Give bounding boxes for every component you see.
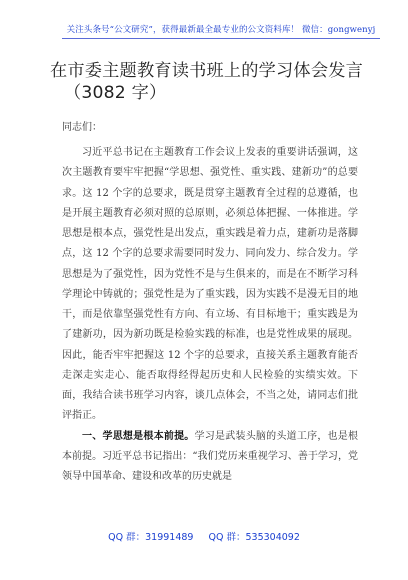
header-divider xyxy=(62,38,380,39)
paragraph-intro: 习近平总书记在主题教育工作会议上发表的重要讲话强调，这次主题教育要牢牢把握“学思想、强党性、重实践、建新功”的总要求。这 12 个字的总要求，既是贯穿主题教育全过程的总遵循，也是开展主题教育必须对照的总原则，必须总体把握、一体推进。学思想是根本点，强党性是出发点，重实践是着力点，建新功是落脚点，这 12 个字的总要求需要同时发力、同向发力、综合发力。学思想是为了强党性，因为党性不是与生俱来的，而是在不断学习科学理论中铸就的；强党性是为了重实践，因为实践不是漫无目的地干，而是依靠坚强党性有方向、有立场、有目标地干；重实践是为了建新功，因为新功既是检验实践的标准，也是党性成果的展现。因此，能否牢牢把握这 12 个字的总要求，直接关系主题教育能否走深走实走心、能否取得经得起历史和人民检验的实绩实效。下面，我结合读书班学习内容，谈几点体会，不当之处，请同志们批评指正。 xyxy=(62,147,358,422)
footer-qq-group-1: QQ 群：31991489 xyxy=(108,532,194,543)
document-title: 在市委主题教育读书班上的学习体会发言 xyxy=(50,61,363,81)
footer-contact xyxy=(0,532,408,544)
section-text: 学习是武装头脑的头道工序，也是根本前提。习近平总书记指出：“我们党历来重视学习、善于学习，党领导中国革命、建设和改革的历史就是 xyxy=(62,430,359,482)
document-title-block xyxy=(50,60,390,104)
footer-qq-group-2: QQ 群：535304092 xyxy=(208,532,300,543)
salutation: 同志们： xyxy=(62,122,102,133)
paragraph-section-1 xyxy=(62,427,358,488)
header-banner: 关注头条号“公文研究”，获得最新最全最专业的公文资料库！ 微信：gongwenyj xyxy=(66,25,376,35)
document-body xyxy=(62,143,358,487)
section-heading: 一、学思想是根本前提。 xyxy=(82,430,195,442)
word-count: （3082 字） xyxy=(64,83,167,103)
